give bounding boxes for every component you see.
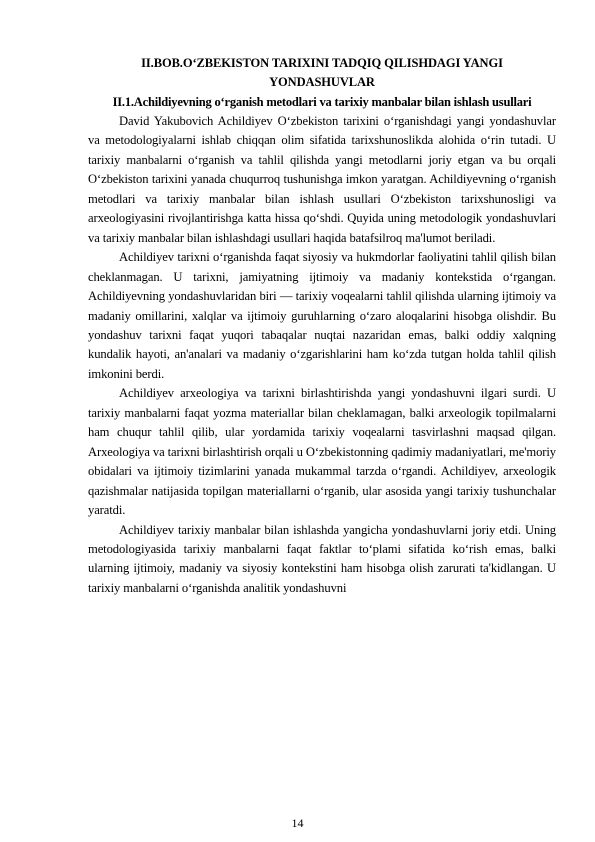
document-page <box>88 54 556 598</box>
chapter-title: II.BOB.O‘ZBEKISTON TARIXINI TADQIQ QILISHDAGI YANGI YONDASHUVLAR <box>141 56 503 89</box>
paragraph-1: David Yakubovich Achildiyev O‘zbekiston tarixini o‘rganishdagi yangi yondashuvlar va metodologiyalarni ishlab chiqqan olim sifatida tarixshunoslikda alohida o‘rin tutadi. U tarixiy manbalarni o‘rganish va tahlil qilishda yangi metodlarni joriy etgan va bu orqali O‘zbekiston tarixini yanada chuqurroq tushunishga imkon yaratgan. Achildiyevning o‘rganish metodlari va tarixiy manbalar bilan ishlash usullari O‘zbekiston tarixshunosligi va arxeologiyasini rivojlantirishga katta hissa qo‘shdi. Quyida uning metodologik yondashuvlari va tarixiy manbalar bilan ishlashdagi usullari haqida batafsilroq ma'lumot beriladi. <box>88 114 556 245</box>
page-number: 14 <box>291 816 304 830</box>
section-title: II.1.Achildiyevning o‘rganish metodlari va tarixiy manbalar bilan ishlash usullari <box>112 95 532 109</box>
paragraph-2: Achildiyev tarixni o‘rganishda faqat siyosiy va hukmdorlar faoliyatini tahlil qilish bilan cheklanmagan. U tarixni, jamiyatning ijtimoiy va madaniy kontekstida o‘rgangan. Achildiyevning yondashuvlaridan biri — tarixiy voqealarni tahlil qilishda ularning ijtimoiy va madaniy omillarini, xalqlar va ijtimoiy guruhlarning o‘zaro aloqalarini hisobga olishdir. Bu yondashuv tarixni faqat yuqori tabaqalar nuqtai nazaridan emas, balki oddiy xalqning kundalik hayoti, an'analari va madaniy o‘zgarishlarini ham ko‘zda tutgan holda tahlil qilish imkonini berdi. <box>88 250 556 381</box>
paragraph-3: Achildiyev arxeologiya va tarixni birlashtirishda yangi yondashuvni ilgari surdi. U tarixiy manbalarni faqat yozma materiallar bilan cheklamagan, balki arxeologik topilmalarni ham chuqur tahlil qilib, ular yordamida tarixiy voqealarni tasvirlashni maqsad qilgan. Arxeologiya va tarixni birlashtirish orqali u O‘zbekistonning qadimiy madaniyatlari, me'moriy obidalari va ijtimoiy tizimlarini yanada mukammal tarzda o‘rgandi. Achildiyev, arxeologik qazishmalar natijasida topilgan materiallarni o‘rganib, ular asosida yangi tarixiy tushunchalar yaratdi. <box>88 386 556 518</box>
paragraph-4: Achildiyev tarixiy manbalar bilan ishlashda yangicha yondashuvlarni joriy etdi. Uning metodologiyasida tarixiy manbalarni faqat faktlar to‘plami sifatida ko‘rish emas, balki ularning ijtimoiy, madaniy va siyosiy kontekstini ham hisobga olish zarurati ta'kidlangan. U tarixiy manbalarni o‘rganishda analitik yondashuvni <box>88 522 556 595</box>
